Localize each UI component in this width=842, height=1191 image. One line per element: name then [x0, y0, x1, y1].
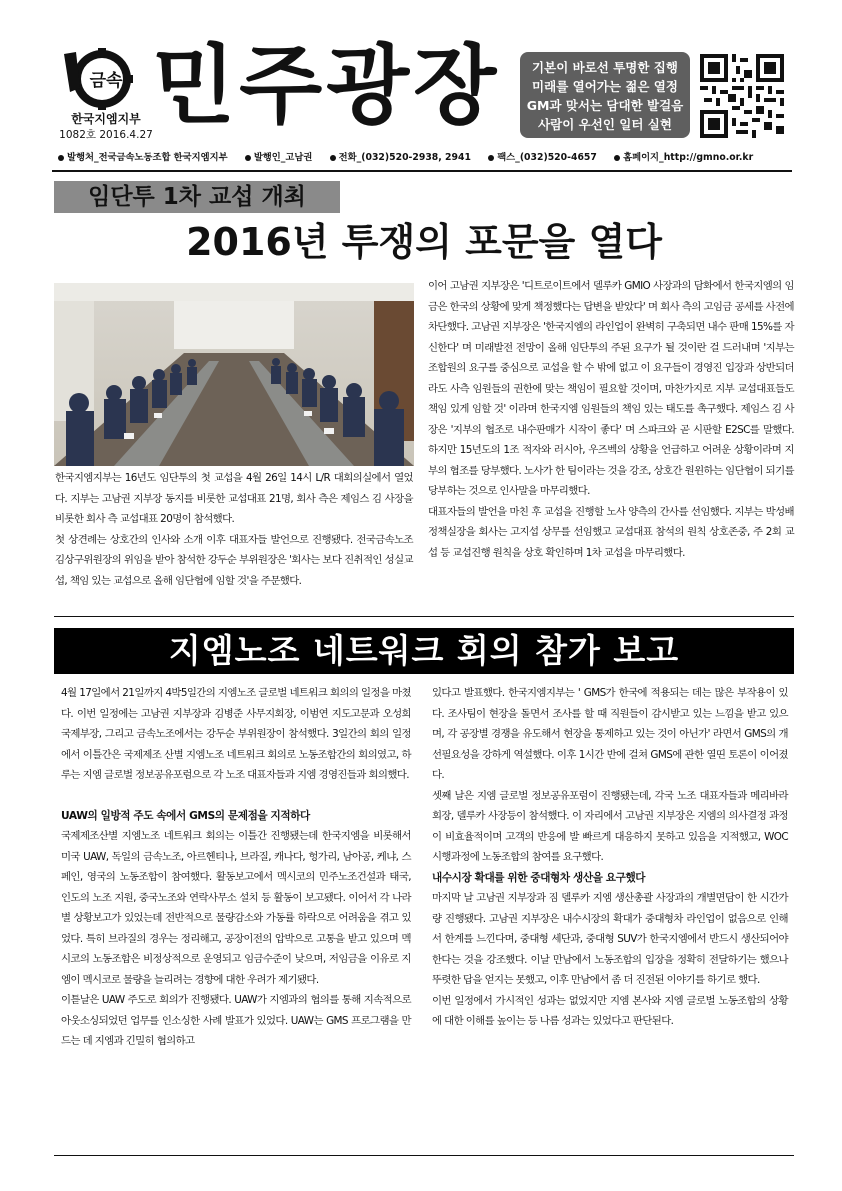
article1-headline: 2016년 투쟁의 포문을 열다 [186, 220, 662, 264]
paragraph: 이튿날은 UAW 주도로 회의가 진행됐다. UAW가 지엠과의 협의를 통해 지속적으로 아웃소싱되었던 업무를 인소싱한 사례 발표가 있었다. UAW는 GMS 프로그램을 만드는 데 지엠과 긴밀히 협의하고 [61, 994, 411, 1047]
article2-headline: 지엠노조 네트워크 회의 참가 보고 [54, 628, 794, 674]
paragraph: 4월 17일에서 21일까지 4박5일간의 지엠노조 글로벌 네트워크 회의의 일정을 마쳤다. 이번 일정에는 고남권 지부장과 김병준 사무지회장, 이범연 지도고문과 오성희 국제부장, 그리고 금속노조에서는 강두순 부위원장이 참석했다. 3일간의 회의 일정에서 이틀간은 국제제조 산별 지엠노조 네트워크 회의로 노동조합간의 회의였고, 하루는 지엠 글로벌 정보공유포럼으로 각 노조 대표자들과 지엠 경영진들과 회의했다. [61, 687, 411, 781]
article2-subhead: UAW의 일방적 주도 속에서 GMS의 문제점을 지적하다 [61, 809, 310, 822]
divider [54, 1155, 794, 1156]
paragraph: 이번 일정에서 가시적인 성과는 없었지만 지엠 본사와 지엠 글로벌 노동조합의 상황에 대한 이해를 높이는 등 나름 성과는 있었다고 판단된다. [432, 994, 788, 1027]
paragraph: 셋째 날은 지엠 글로벌 정보공유포럼이 진행됐는데, 각국 노조 대표자들과 메리바라 회장, 델루카 사장등이 참석했다. 이 자리에서 고남권 지부장은 지엠의 의사결정 과정이 비효율적이며 고객의 반응에 발 빠르게 대응하지 못하고 있음을 지적했고, WOC 시행과정에 노동조합의 참여를 요구했다. [432, 789, 788, 863]
article1-body-left [55, 468, 413, 591]
article1-body-right [428, 276, 794, 563]
slogan-line: 미래를 열어가는 젊은 열정 [532, 79, 678, 94]
paragraph: 마지막 날 고남권 지부장과 짐 델루카 지엠 생산총괄 사장과의 개별면담이 한 시간가량 진행됐다. 고남권 지부장은 내수시장의 확대가 중대형차 라인업이 없음으로 인해서 한계를 느낀다며, 중대형 세단과, 중대형 SUV가 한국지엠에서 반드시 생산되어야 한다는 것을 강조했다. 이날 만남에서 노동조합의 입장을 정확히 전달하기는 했으나 뚜렷한 답을 얻지는 못했고, 이후 만남에서 좀 더 진전된 이야기를 하기로 했다. [432, 892, 788, 986]
publication-info-bar [58, 149, 798, 163]
qr-code[interactable] [700, 54, 784, 138]
paragraph: 있다고 발표했다. 한국지엠지부는 ' GMS가 한국에 적용되는 데는 많은 부작용이 있다. 조사팀이 현장을 돌면서 조사를 할 때 직원들이 감시받고 있는 느낌을 받고 있으며, 각 공장별 경쟁을 유도해서 현장을 통제하고 있는 것이 아닌가' 라면서 GMS의 개선필요성을 강하게 역설했다. 이후 1시간 반에 걸쳐 GMS에 관한 열띤 토론이 이어졌다. [432, 687, 788, 781]
article1-kicker: 임단투 1차 교섭 개최 [54, 181, 340, 213]
info-publisher: 발행처_전국금속노동조합 한국지엠지부 [58, 152, 228, 163]
info-fax: 팩스_(032)520-4657 [488, 152, 597, 163]
divider [52, 170, 792, 172]
svg-text:금속: 금속 [89, 71, 123, 91]
paragraph: 국제제조산별 지엠노조 네트워크 회의는 이틀간 진행됐는데 한국지엠을 비롯해서 미국 UAW, 독일의 금속노조, 아르헨티나, 브라질, 캐나다, 헝가리, 남아공, 케냐, 스페인, 영국의 노동조합이 참여했다. 활동보고에서 멕시코의 민주노조건설과 태국, 인도의 노조 지원, 중국노조와 연락사무소 설치 등 활동이 보고됐다. 이어서 각 나라별 상황보고가 있었는데 전반적으로 물량감소와 가동률 하락으로 어려움을 겪고 있었다. 특히 브라질의 경우는 정리해고, 공장이전의 압박으로 고통을 받고 있으며 멕시코의 노동조합은 비정상적으로 운영되고 임금수준이 낮으며, 저임금을 이유로 지엠이 멕시코로 물량을 늘리려는 경향에 대한 우려가 제기됐다. [61, 830, 411, 986]
paragraph: 대표자들의 발언을 마친 후 교섭을 진행할 노사 양측의 간사를 선임했다. 지부는 박성배 정책실장을 회사는 고지섭 상무를 선임했고 교섭대표 참석의 원칙 상호존중, 주 2회 교섭 등 교섭진행 원칙을 상호 확인하며 1차 교섭을 마무리했다. [428, 505, 794, 559]
info-issuer: 발행인_고남권 [245, 152, 313, 163]
article2-subhead: 내수시장 확대를 위한 중대형차 생산을 요구했다 [432, 871, 646, 884]
slogan-line: GM과 맞서는 담대한 발걸음 [526, 98, 684, 113]
union-logo [58, 48, 148, 110]
paragraph: 한국지엠지부는 16년도 임단투의 첫 교섭을 4월 26일 14시 L/R 대회의실에서 열었다. 지부는 고남권 지부장 동지를 비롯한 교섭대표 21명, 회사 측은 제임스 김 사장을 비롯한 회사 측 교섭대표 20명이 참석했다. [55, 472, 413, 525]
slogan-box [520, 52, 690, 138]
issue-number-date: 1082호 2016.4.27 [59, 129, 153, 141]
newspaper-title: 민주광장 [152, 36, 501, 136]
slogan-line: 사람이 우선인 일터 실현 [538, 117, 672, 132]
article2-body-left [61, 683, 411, 1052]
info-homepage-link[interactable]: 홈페이지_http://gmno.or.kr [614, 152, 753, 163]
paragraph: 첫 상견례는 상호간의 인사와 소개 이후 대표자들 발언으로 진행됐다. 전국금속노조 김상구위원장의 위임을 받아 참석한 강두순 부위원장은 '회사는 보다 진취적인 성실교섭, 책임 있는 교섭으로 올해 임단협에 임할 것'을 주문했다. [55, 533, 413, 587]
divider [54, 616, 794, 617]
union-name: 한국지엠지부 [71, 112, 141, 126]
info-phone: 전화_(032)520-2938, 2941 [330, 152, 471, 163]
article2-body-right [432, 683, 788, 1032]
negotiation-meeting-photo [54, 283, 414, 466]
paragraph: 이어 고남권 지부장은 '디트로이트에서 델루카 GMIO 사장과의 담화에서 한국지엠의 임금은 한국의 상황에 맞게 책정했다는 답변을 받았다' 며 회사 측의 고임금 공세를 사전에 차단했다. 고남권 지부장은 '한국지엠의 라인업이 완벽히 구축되면 내수 판매 15%를 자신한다' 며 미래발전 전망이 올해 임단투의 주된 요구가 될 것이란 걸 드러내며 '지부는 조합원의 요구를 중심으로 교섭을 할 수 밖에 없고 이 요구들이 경영진 입장과 상반되더라도 사측 임원들의 권한에 맞는 책임이 필요할 것이며, 마찬가지로 지부 교섭대표들도 책임 있게 임할 것' 이라며 한국지엠 임원들의 책임 있는 태도를 촉구했다. 제임스 김 사장은 '지부의 협조로 내수판매가 시작이 좋다' 며 스파크와 곧 시판할 E2SC를 말했다. 하지만 15년도의 1조 적자와 러시아, 우즈벡의 상황을 언급하고 어려운 상황이라며 지부의 협조를 당부했다. 노사가 한 팀이라는 것을 강조, 상호간 원윈하는 임단협이 되기를 당부하는 것으로 인사말을 마무리했다. [428, 280, 794, 497]
slogan-line: 기본이 바로선 투명한 집행 [532, 60, 678, 75]
